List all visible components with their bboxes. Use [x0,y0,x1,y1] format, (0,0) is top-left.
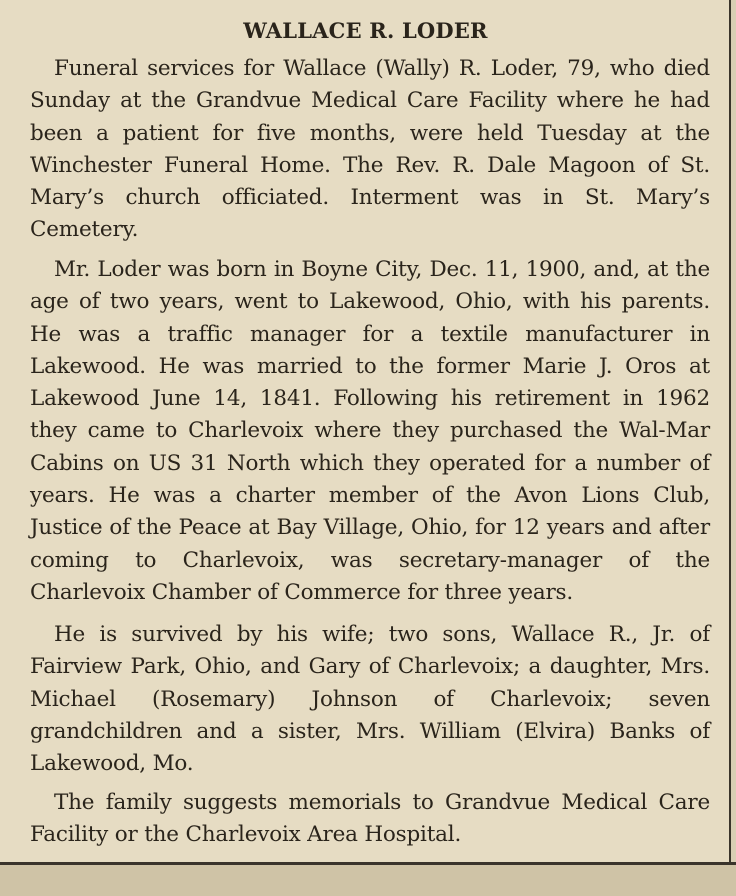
paragraph-biography: Mr. Loder was born in Boyne City, Dec. 11, 1900, and, at the age of two years, went to Lakewood, Ohio, with his parents. He was a traffic manager for a textile manufacturer in Lakewood. He was married to the former Marie J. Oros at Lakewood June 14, 1841. Following his retirement in 1962 they came to Charlevoix where they purchased the Wal-Mar Cabins on US 31 North which they operated for a number of years. He was a charter member of the Avon Lions Club, Justice of the Peace at Bay Village, Ohio, for 12 years and after coming to Charlevoix, was secretary-manager of the Charlevoix Chamber of Commerce for three years. [30,257,710,605]
paragraph-memorials: The family suggests memorials to Grandvue Medical Care Facility or the Charlevoix Area Hospital. [30,790,710,848]
paragraph-survivors: He is survived by his wife; two sons, Wallace R., Jr. of Fairview Park, Ohio, and Gary of Charlevoix; a daughter, Mrs. Michael (Rosemary) Johnson of Charlevoix; seven grandchildren and a sister, Mrs. William (Elvira) Banks of Lakewood, Mo. [30,622,710,777]
paragraph-funeral-services: Funeral services for Wallace (Wally) R. Loder, 79, who died Sunday at the Grandvue Medical Care Facility where he had been a patient for five months, were held Tuesday at the Winchester Funeral Home. The Rev. R. Dale Magoon of St. Mary’s church officiated. Interment was in St. Mary’s Cemetery. [30,56,710,243]
article-headline: WALLACE R. LODER [243,18,488,43]
page-edge [0,865,736,896]
